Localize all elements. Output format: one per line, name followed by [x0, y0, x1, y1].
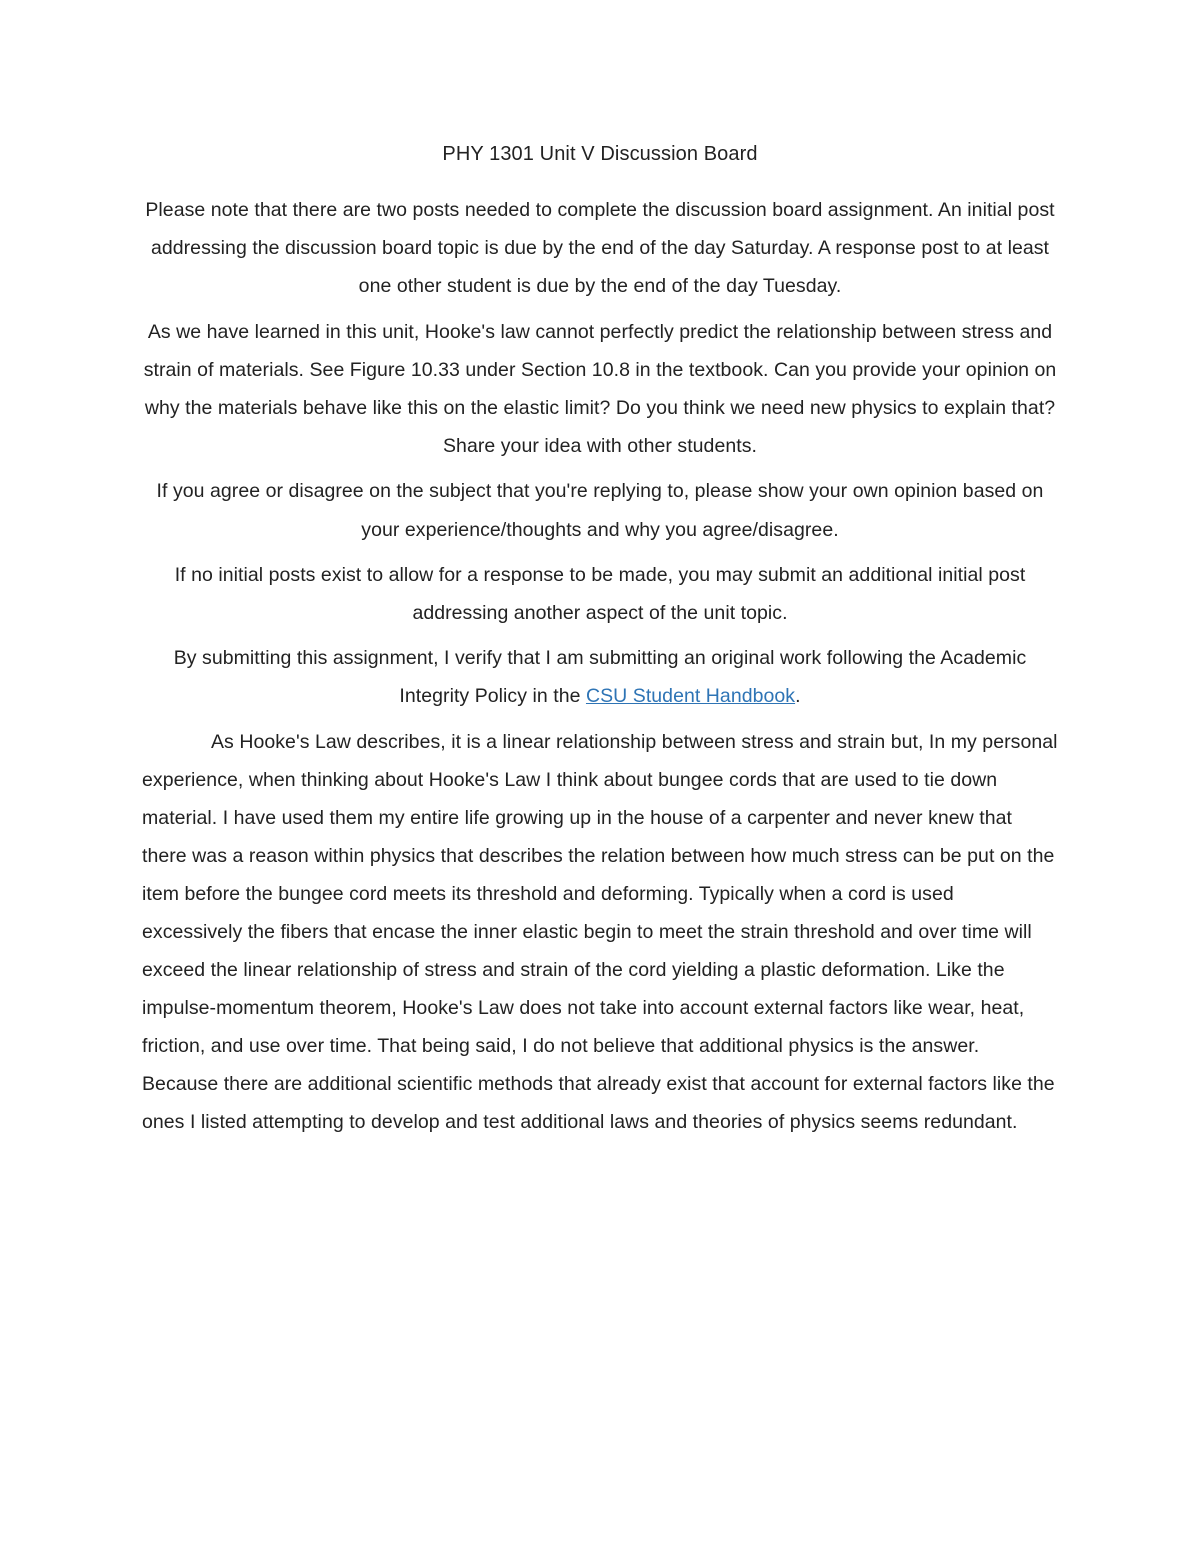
instructions-paragraph-posts: Please note that there are two posts needed to complete the discussion board assignment. An initial post addressing the discussion board topic is due by the end of the day Saturday. A response post to at least one other student is due by the end of the day Tuesday. — [145, 199, 1055, 298]
integrity-text: By submitting this assignment, I verify that I am submitting an original work following the Academic Integrity Policy in the — [173, 647, 1027, 708]
instructions-paragraph-prompt: As we have learned in this unit, Hooke's law cannot perfectly predict the relationship between stress and strain of materials. See Figure 10.33 under Section 10.8 in the textbook. Can you provide your opinion on why the materials behave like this on the elastic limit? Do you think we need new physics to explain that? Share your idea with other students. — [143, 320, 1057, 458]
csu-student-handbook-link[interactable]: CSU Student Handbook — [585, 685, 796, 708]
instructions-paragraph-reply: If you agree or disagree on the subject that you're replying to, please show your own opinion based on your experience/thoughts and why you agree/disagree. — [156, 480, 1044, 541]
document-page — [142, 138, 1058, 1141]
integrity-text-end: . — [795, 685, 801, 708]
student-response: As Hooke's Law describes, it is a linear relationship between stress and strain but, In my personal experience, when thinking about Hooke's Law I think about bungee cords that are used to tie down material. I have used them my entire life growing up in the house of a carpenter and never knew that there was a reason within physics that describes the relation between how much stress can be put on the item before the bungee cord meets its threshold and deforming. Typically when a cord is used excessively the fibers that encase the inner elastic begin to meet the strain threshold and over time will exceed the linear relationship of stress and strain of the cord yielding a plastic deformation. Like the impulse-momentum theorem, Hooke's Law does not take into account external factors like wear, heat, friction, and use over time. That being said, I do not believe that additional physics is the answer. Because there are additional scientific methods that already exist that account for external factors like the ones I listed attempting to develop and test additional laws and theories of physics seems redundant. — [142, 730, 1058, 1133]
integrity-statement — [142, 639, 1058, 715]
instructions-paragraph-no-posts: If no initial posts exist to allow for a response to be made, you may submit an additional initial post addressing another aspect of the unit topic. — [174, 563, 1026, 625]
document-title: PHY 1301 Unit V Discussion Board — [442, 143, 758, 165]
